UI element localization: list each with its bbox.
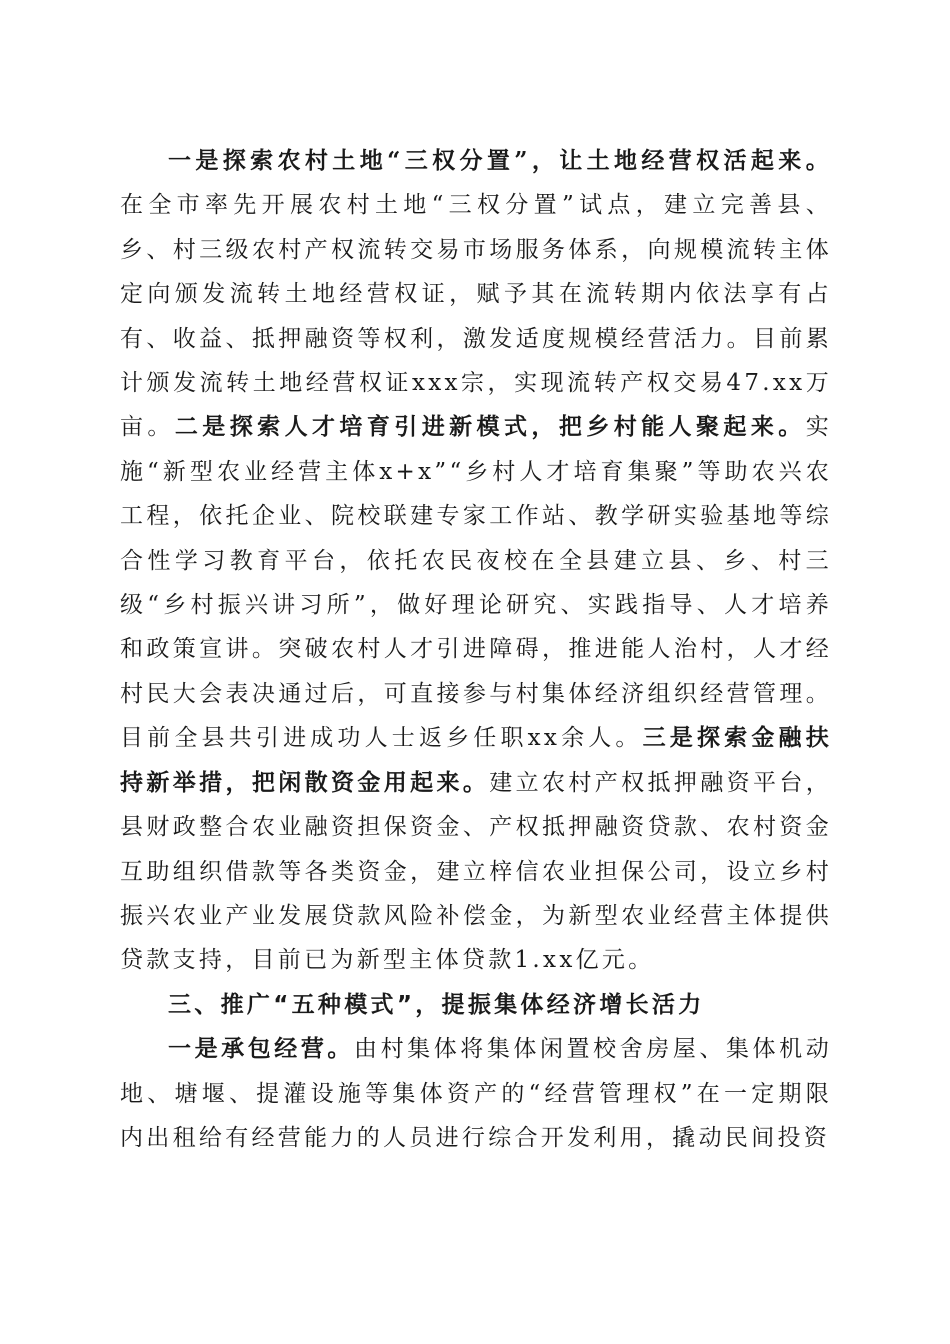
paragraph-text-finance: 建立农村产权抵押融资平台，县财政整合农业融资担保资金、产权抵押融资贷款、农村资金互助组织借款等各类资金，建立梓信农业担保公司，设立乡村振兴农业产业发展贷款风险补偿金，为新型农业经营主体提供贷款支持，目前已为新型主体贷款1.xx亿元。	[120, 769, 832, 974]
paragraph-lead-contract: 一是承包经营。	[168, 1035, 354, 1063]
paragraph-rural-reform	[120, 139, 832, 983]
paragraph-lead-talent: 二是探索人才培育引进新模式，把乡村能人聚起来。	[174, 413, 806, 441]
paragraph-text-land-rights: 在全市率先开展农村土地“三权分置”试点，建立完善县、乡、村三级农村产权流转交易市场服务体系，向规模流转主体定向颁发流转土地经营权证，赋予其在流转期内依法享有占有、收益、抵押融资等权利，激发适度规模经营活力。目前累计颁发流转土地经营权证xxx宗，实现流转产权交易47.xx万亩。	[120, 192, 832, 441]
paragraph-lead-finance: 三是探索金融扶持新举措，把闲散资金用起来。	[120, 724, 832, 796]
section-heading-five-models: 三、推广“五种模式”，提振集体经济增长活力	[168, 991, 705, 1018]
paragraph-contract-operation	[120, 1027, 832, 1160]
paragraph-text-talent: 实施“新型农业经营主体x+x”“乡村人才培育集聚”等助农兴农工程，依托企业、院校联建专家工作站、教学研实验基地等综合性学习教育平台，依托农民夜校在全县建立县、乡、村三级“乡村振兴讲习所”，做好理论研究、实践指导、人才培养和政策宣讲。突破农村人才引进障碍，推进能人治村，人才经村民大会表决通过后，可直接参与村集体经济组织经营管理。目前全县共引进成功人士返乡任职xx余人。	[120, 414, 832, 752]
document-body	[120, 139, 832, 1160]
paragraph-text-contract: 由村集体将集体闲置校舍房屋、集体机动地、塘堰、提灌设施等集体资产的“经营管理权”在一定期限内出租给有经营能力的人员进行综合开发利用，撬动民间投资	[120, 1036, 832, 1151]
paragraph-lead-land-rights: 一是探索农村土地“三权分置”，让土地经营权活起来。	[168, 147, 832, 174]
